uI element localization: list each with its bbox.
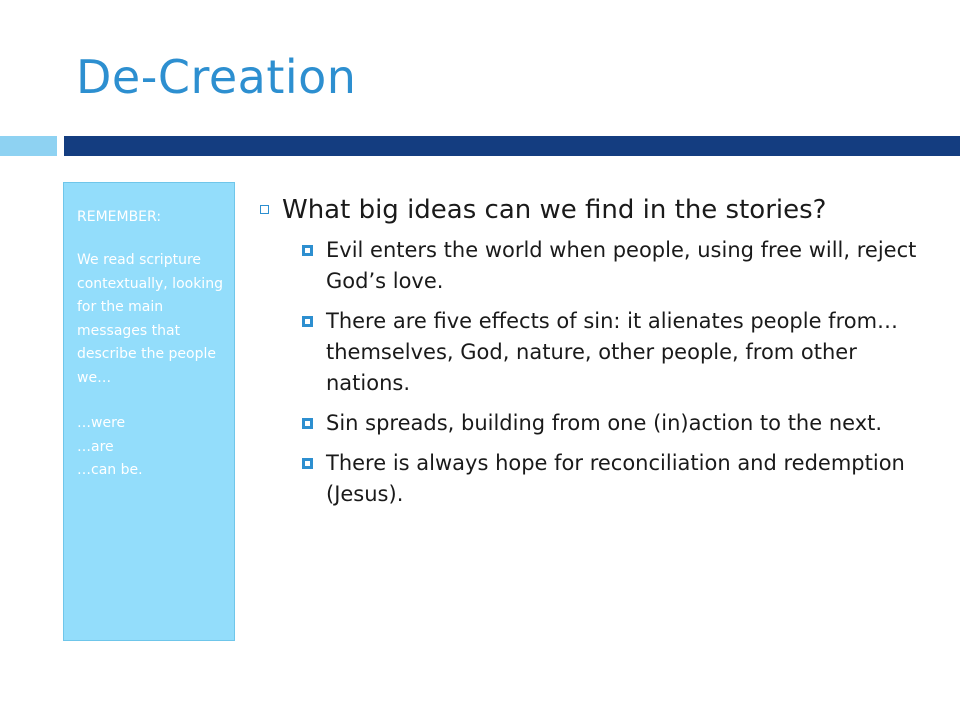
sidebar-paragraph: We read scripture contextually, looking for the main messages that describe the people we… (77, 252, 223, 386)
sub-bullet-list (300, 235, 918, 510)
sidebar-line-were: …were (77, 415, 126, 431)
sub-bullet-text: There is always hope for reconciliation and redemption (Jesus). (326, 451, 905, 506)
square-bullet-icon (302, 458, 313, 469)
sub-bullet (300, 448, 918, 510)
sidebar-line-are: …are (77, 438, 114, 455)
slide-title: De-Creation (76, 50, 357, 104)
main-bullet-text: What big ideas can we find in the stories? (282, 195, 827, 225)
sidebar-heading: REMEMBER: (77, 209, 162, 225)
sidebar-line-can-be: …can be. (77, 462, 143, 478)
accent-bar-light (0, 136, 57, 156)
square-bullet-icon (302, 245, 313, 256)
sub-bullet (300, 306, 918, 399)
sub-bullet-text: Evil enters the world when people, using free will, reject God’s love. (326, 238, 917, 293)
accent-bar-dark (64, 136, 960, 156)
content-body (258, 192, 918, 519)
main-bullet (258, 192, 918, 229)
sub-bullet (300, 408, 918, 439)
square-bullet-icon (302, 418, 313, 429)
hollow-square-bullet-icon (260, 205, 269, 214)
sub-bullet-text: There are five effects of sin: it alienates people from…themselves, God, nature, other people, from other nations. (326, 309, 899, 395)
square-bullet-icon (302, 316, 313, 327)
sub-bullet (300, 235, 918, 297)
remember-sidebar (63, 182, 235, 641)
sidebar-lines (77, 412, 224, 483)
sub-bullet-text: Sin spreads, building from one (in)action to the next. (326, 411, 883, 435)
